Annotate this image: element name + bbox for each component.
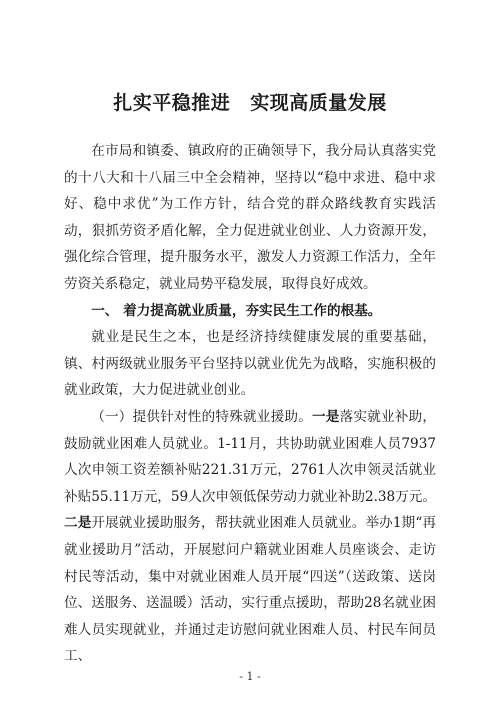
subsection-1-label: （一）提供针对性的特殊就业援助。 xyxy=(91,408,312,425)
subsection-1-paragraph xyxy=(64,404,436,670)
section-1-intro-paragraph: 就业是民生之本，也是经济持续健康发展的重要基础，镇、村两级就业服务平台坚持以就业优先为战略，实施积极的就业政策，大力促进就业创业。 xyxy=(64,329,436,399)
intro-paragraph: 在市局和镇委、镇政府的正确领导下，我分局认真落实党的十八大和十八届三中全会精神，坚持以“稳中求进、稳中求好、稳中求优”为工作方针，结合党的群众路线教育实践活动，狠抓劳资矛盾化解，全力促进就业创业、人力资源开发，强化综合管理，提升服务水平，激发人力资源工作活力，全年劳资关系稳定，就业局势平稳发展，取得良好成效。 xyxy=(64,143,436,292)
section-heading-1: 一、 着力提高就业质量，夯实民生工作的根基。 xyxy=(91,302,382,319)
point-one-text: 落实就业补助，鼓励就业困难人员就业。1-11月，共协助就业困难人员7937人次申领工资差额补贴221.31万元，2761人次申领灵活就业补贴55.11万元，59人次申领低保劳动力就业补助2.38万元。 xyxy=(64,408,437,505)
title-part-2: 实现高质量发展 xyxy=(250,92,387,114)
document-body xyxy=(64,138,436,670)
title-part-1: 扎实平稳推进 xyxy=(113,92,231,114)
point-two-marker: 二是 xyxy=(64,515,92,532)
point-one-marker: 一是 xyxy=(312,408,340,425)
page-number: - 1 - xyxy=(239,670,261,683)
point-two-text: 开展就业援助服务，帮扶就业困难人员就业。举办1期“再就业援助月”活动，开展慰问户籍就业困难人员座谈会、走访村民等活动，集中对就业困难人员开展“四送”（送政策、送岗位、送服务、送温暖）活动，实行重点援助，帮助28名就业困难人员实现就业，并通过走访慰问就业困难人员、村民车间员工、 xyxy=(64,515,436,665)
document-title xyxy=(0,88,500,115)
